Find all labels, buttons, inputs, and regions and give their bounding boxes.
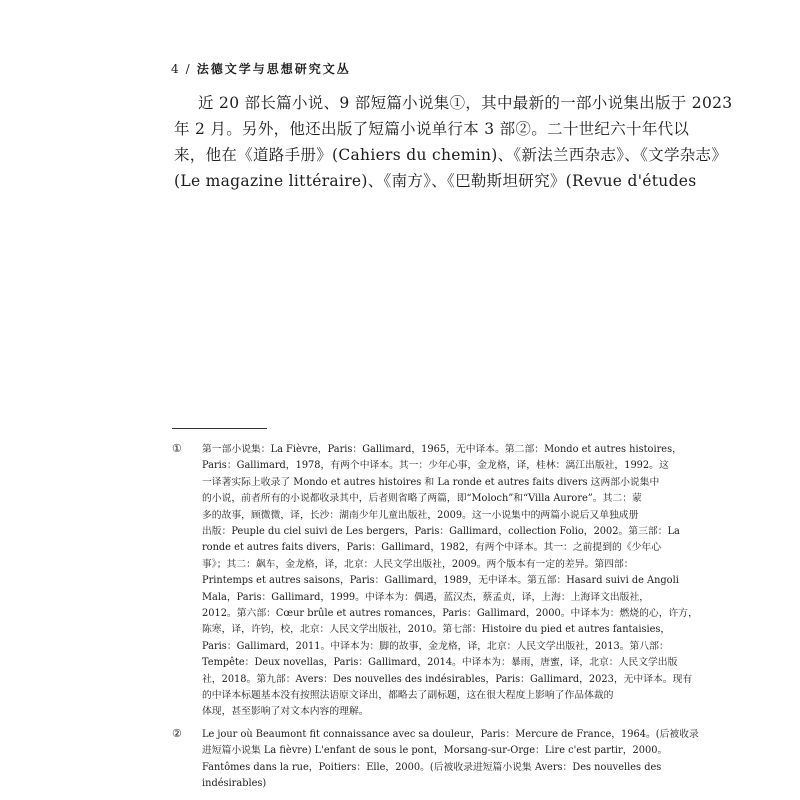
footnote-rule bbox=[172, 428, 267, 429]
footnote-line: Le jour où Beaumont fit connaissance avec sa douleur，Paris：Mercure de France，1964。(后被收录 bbox=[202, 728, 699, 740]
footnote-line: Mala，Paris：Gallimard，1999。中译本为：偶遇，蓝汉杰，蔡孟贞，译，上海：上海译文出版社， bbox=[202, 591, 650, 603]
footnote-mark: ② bbox=[172, 726, 182, 740]
footnote-line: 社，2018。第九部：Avers：Des nouvelles des indésirables，Paris：Gallimard，2023，无中译本。现有 bbox=[202, 673, 693, 685]
body-line: 近 20 部长篇小说、9 部短篇小说集①，其中最新的一部小说集出版于 2023 bbox=[198, 94, 733, 112]
footnote-line: 2012。第六部：Cœur brûle et autres romances，Paris：Gallimard，2000。中译本为：燃烧的心，许方， bbox=[202, 608, 698, 619]
series-title: 法德文学与思想研究文丛 bbox=[196, 62, 351, 76]
footnote-line: 的小说，前者所有的小说都收录其中，后者则省略了两篇，即“Moloch”和“Villa Aurore”。其二：蒙 bbox=[202, 493, 642, 505]
footnote-line: ronde et autres faits divers，Paris：Gallimard，1982，有两个中译本。其一：之前提到的《少年心 bbox=[202, 542, 662, 554]
footnote-line: 多的故事，顾微微，译，长沙：湖南少年儿童出版社，2009。这一小说集中的两篇小说后又单独成册 bbox=[202, 509, 639, 521]
footnote-line: Tempête：Deux novellas，Paris：Gallimard，2014。中译本为：暴雨，唐蜜，译，北京：人民文学出版 bbox=[202, 657, 678, 669]
footnote-line: Printemps et autres saisons，Paris：Gallimard，1989，无中译本。第五部：Hasard suivi de Angoli bbox=[202, 575, 679, 587]
footnote-line: 事》；其二：飙车，金龙格，译，北京：人民文学出版社，2009。两个版本有一定的差异。第四部： bbox=[202, 558, 634, 570]
page-number: 4 bbox=[171, 62, 180, 76]
body-line: 年 2 月。另外，他还出版了短篇小说单行本 3 部②。二十世纪六十年代以 bbox=[174, 120, 690, 138]
footnote-line: indésirables) bbox=[202, 778, 267, 789]
footnote-mark: ① bbox=[172, 442, 182, 455]
footnote-line: 陈寒，译，许钧，校，北京：人民文学出版社，2010。第七部：Histoire du pied et autres fantaisies， bbox=[202, 624, 671, 636]
footnote-line: 出版：Peuple du ciel suivi de Les bergers，Paris：Gallimard，collection Folio，2002。第三部：La bbox=[202, 526, 680, 537]
body-line: 来，他在《道路手册》(Cahiers du chemin)、《新法兰西杂志》、《文学杂志》 bbox=[174, 146, 728, 164]
footnote-line: 体现，甚至影响了对文本内容的理解。 bbox=[202, 706, 369, 718]
footnote-line: Fantômes dans la rue，Poitiers：Elle，2000。(后被收录进短篇小说集 Avers：Des nouvelles des bbox=[202, 761, 662, 773]
footnote-line: 的中译本标题基本没有按照法语原文译出，都略去了副标题，这在很大程度上影响了作品体裁的 bbox=[202, 690, 614, 701]
footnote-line: Paris：Gallimard，2011。中译本为：脚的故事，金龙格，译，北京：人民文学出版社，2013。第八部： bbox=[202, 640, 669, 652]
footnote-line: 一译著实际上收录了 Mondo et autres histoires 和 La ronde et autres faits divers 这两部小说集中 bbox=[202, 476, 660, 488]
running-head-separator: / bbox=[185, 62, 191, 76]
footnote-line: 进短篇小说集 La fièvre) L'enfant de sous le pont，Morsang-sur-Orge：Lire c'est partir，2000。 bbox=[202, 745, 668, 757]
body-line: (Le magazine littéraire)、《南方》、《巴勒斯坦研究》(Revue d'études bbox=[174, 172, 697, 190]
running-head bbox=[171, 60, 351, 77]
footnote-line: 第一部小说集：La Fièvre，Paris：Gallimard，1965，无中译本。第二部：Mondo et autres histoires， bbox=[202, 444, 682, 455]
footnote-line: Paris：Gallimard，1978，有两个中译本。其一：少年心事，金龙格，译，桂林：漓江出版社，1992。这 bbox=[202, 460, 669, 472]
